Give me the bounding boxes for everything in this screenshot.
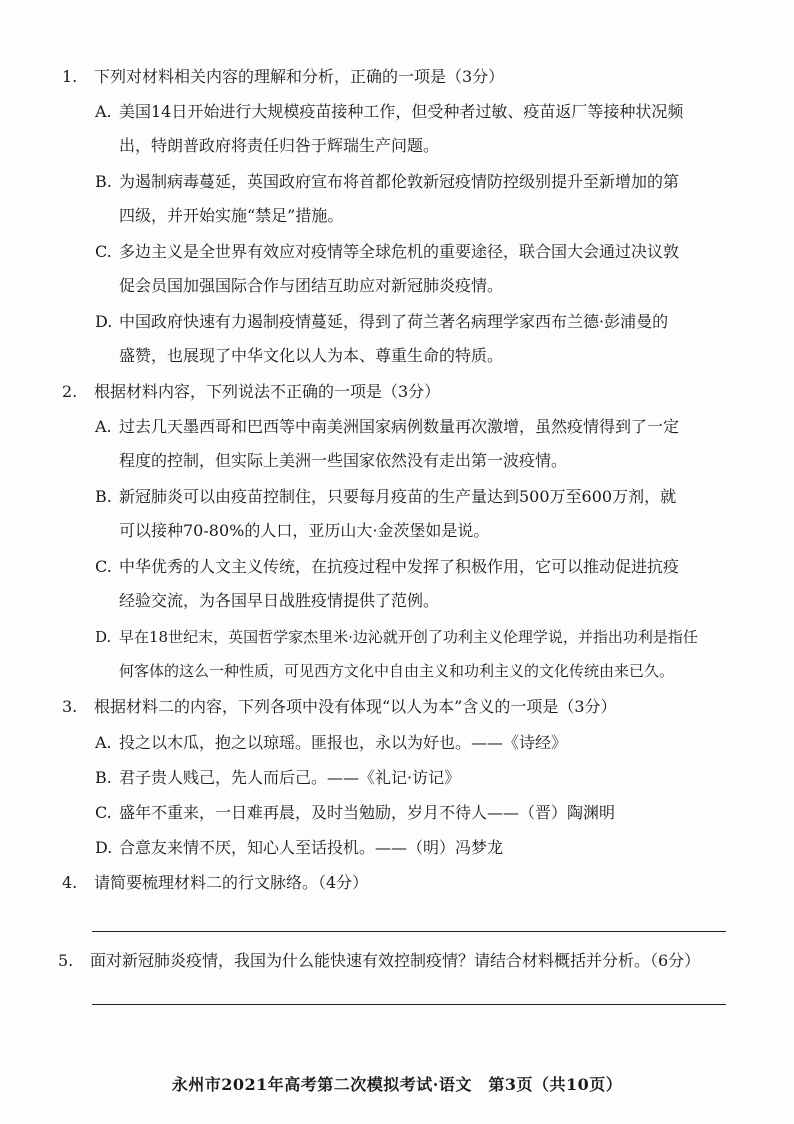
option-text-line1: 投之以木瓜，抱之以琼瑶。匪报也，永以为好也。——《诗经》	[119, 733, 568, 752]
question-text: 根据材料二的内容，下列各项中没有体现“以人为本”含义的一项是（3分）	[94, 697, 617, 716]
option-letter: C.	[95, 803, 112, 822]
option-text-line1: 中国政府快速有力遏制疫情蔓延，得到了荷兰著名病理学家西布兰德·彭浦曼的	[119, 312, 669, 331]
option-text-line2: 何客体的这么一种性质，可见西方文化中自由主义和功利主义的文化传统由来已久。	[119, 662, 675, 680]
option-letter: D.	[95, 312, 113, 331]
question-1-stem	[62, 64, 742, 90]
option-text-line1: 盛年不重来，一日难再晨，及时当勉励，岁月不待人——（晋）陶渊明	[119, 803, 616, 822]
option-text-line1: 为遏制病毒蔓延，英国政府宣布将首都伦敦新冠疫情防控级别提升至新增加的第	[119, 172, 680, 191]
option-text-line1: 多边主义是全世界有效应对疫情等全球危机的重要途径，联合国大会通过决议敦	[119, 242, 680, 261]
question-text: 下列对材料相关内容的理解和分析，正确的一项是（3分）	[94, 67, 505, 86]
question-1-option-a	[95, 99, 735, 159]
question-number: 3.	[62, 697, 78, 716]
question-1-option-c	[95, 239, 735, 299]
question-3-option-a	[95, 730, 735, 756]
answer-line-4	[92, 931, 726, 932]
option-text-line1: 美国14日开始进行大规模疫苗接种工作，但受种者过敏、疫苗返厂等接种状况频	[119, 102, 684, 121]
option-letter: D.	[95, 838, 113, 857]
question-3-stem	[62, 694, 742, 720]
question-2-option-c	[95, 554, 735, 614]
option-text-line1: 过去几天墨西哥和巴西等中南美洲国家病例数量再次激增，虽然疫情得到了一定	[119, 417, 680, 436]
option-letter: D.	[95, 628, 112, 646]
question-text: 面对新冠肺炎疫情，我国为什么能快速有效控制疫情？请结合材料概括并分析。（6分）	[90, 951, 701, 970]
option-text-line1: 中华优秀的人文主义传统，在抗疫过程中发挥了积极作用，它可以推动促进抗疫	[119, 557, 680, 576]
option-text-line2: 促会员国加强国际合作与团结互助应对新冠肺炎疫情。	[119, 276, 504, 295]
option-text-line1: 君子贵人贱己，先人而后己。——《礼记·访记》	[119, 768, 461, 787]
option-text-line2: 四级，并开始实施“禁足”措施。	[119, 206, 344, 225]
page-footer: 永州市2021年高考第二次模拟考试·语文 第3页（共10页）	[171, 1075, 623, 1094]
option-text-line2: 程度的控制，但实际上美洲一些国家依然没有走出第一波疫情。	[119, 451, 568, 470]
option-letter: B.	[95, 768, 112, 787]
option-text-line2: 盛赞，也展现了中华文化以人为本、尊重生命的特质。	[119, 346, 504, 365]
question-3-option-c	[95, 800, 735, 826]
question-3-option-b	[95, 765, 735, 791]
question-number: 2.	[62, 382, 78, 401]
question-text: 请简要梳理材料二的行文脉络。（4分）	[94, 873, 369, 892]
question-2-stem	[62, 379, 742, 405]
option-letter: A.	[95, 102, 112, 121]
option-text-line1: 合意友来情不厌，知心人至话投机。——（明）冯梦龙	[119, 838, 504, 857]
question-text: 根据材料内容，下列说法不正确的一项是（3分）	[94, 382, 441, 401]
question-2-option-d	[95, 624, 735, 684]
question-number: 4.	[62, 873, 78, 892]
option-letter: C.	[95, 242, 112, 261]
option-text-line2: 经验交流，为各国早日战胜疫情提供了范例。	[119, 591, 440, 610]
question-2-option-b	[95, 484, 735, 544]
option-letter: C.	[95, 557, 112, 576]
option-letter: A.	[95, 733, 112, 752]
option-text-line2: 可以接种70-80%的人口，亚历山大·金茨堡如是说。	[119, 521, 490, 540]
option-letter: B.	[95, 172, 112, 191]
answer-line-5	[92, 1004, 726, 1005]
question-4-stem	[62, 870, 742, 896]
option-text-line1: 新冠肺炎可以由疫苗控制住，只要每月疫苗的生产量达到500万至600万剂，就	[119, 487, 677, 506]
question-5-stem	[58, 948, 738, 974]
question-3-option-d	[95, 835, 735, 861]
option-letter: B.	[95, 487, 112, 506]
option-text-line1: 早在18世纪末，英国哲学家杰里米·边沁就开创了功利主义伦理学说，并指出功利是指任	[119, 628, 698, 646]
question-1-option-d	[95, 309, 735, 369]
question-1-option-b	[95, 169, 735, 229]
option-text-line2: 出，特朗普政府将责任归咎于辉瑞生产问题。	[119, 136, 440, 155]
question-number: 1.	[62, 67, 78, 86]
question-number: 5.	[58, 951, 74, 970]
option-letter: A.	[95, 417, 112, 436]
question-2-option-a	[95, 414, 735, 474]
